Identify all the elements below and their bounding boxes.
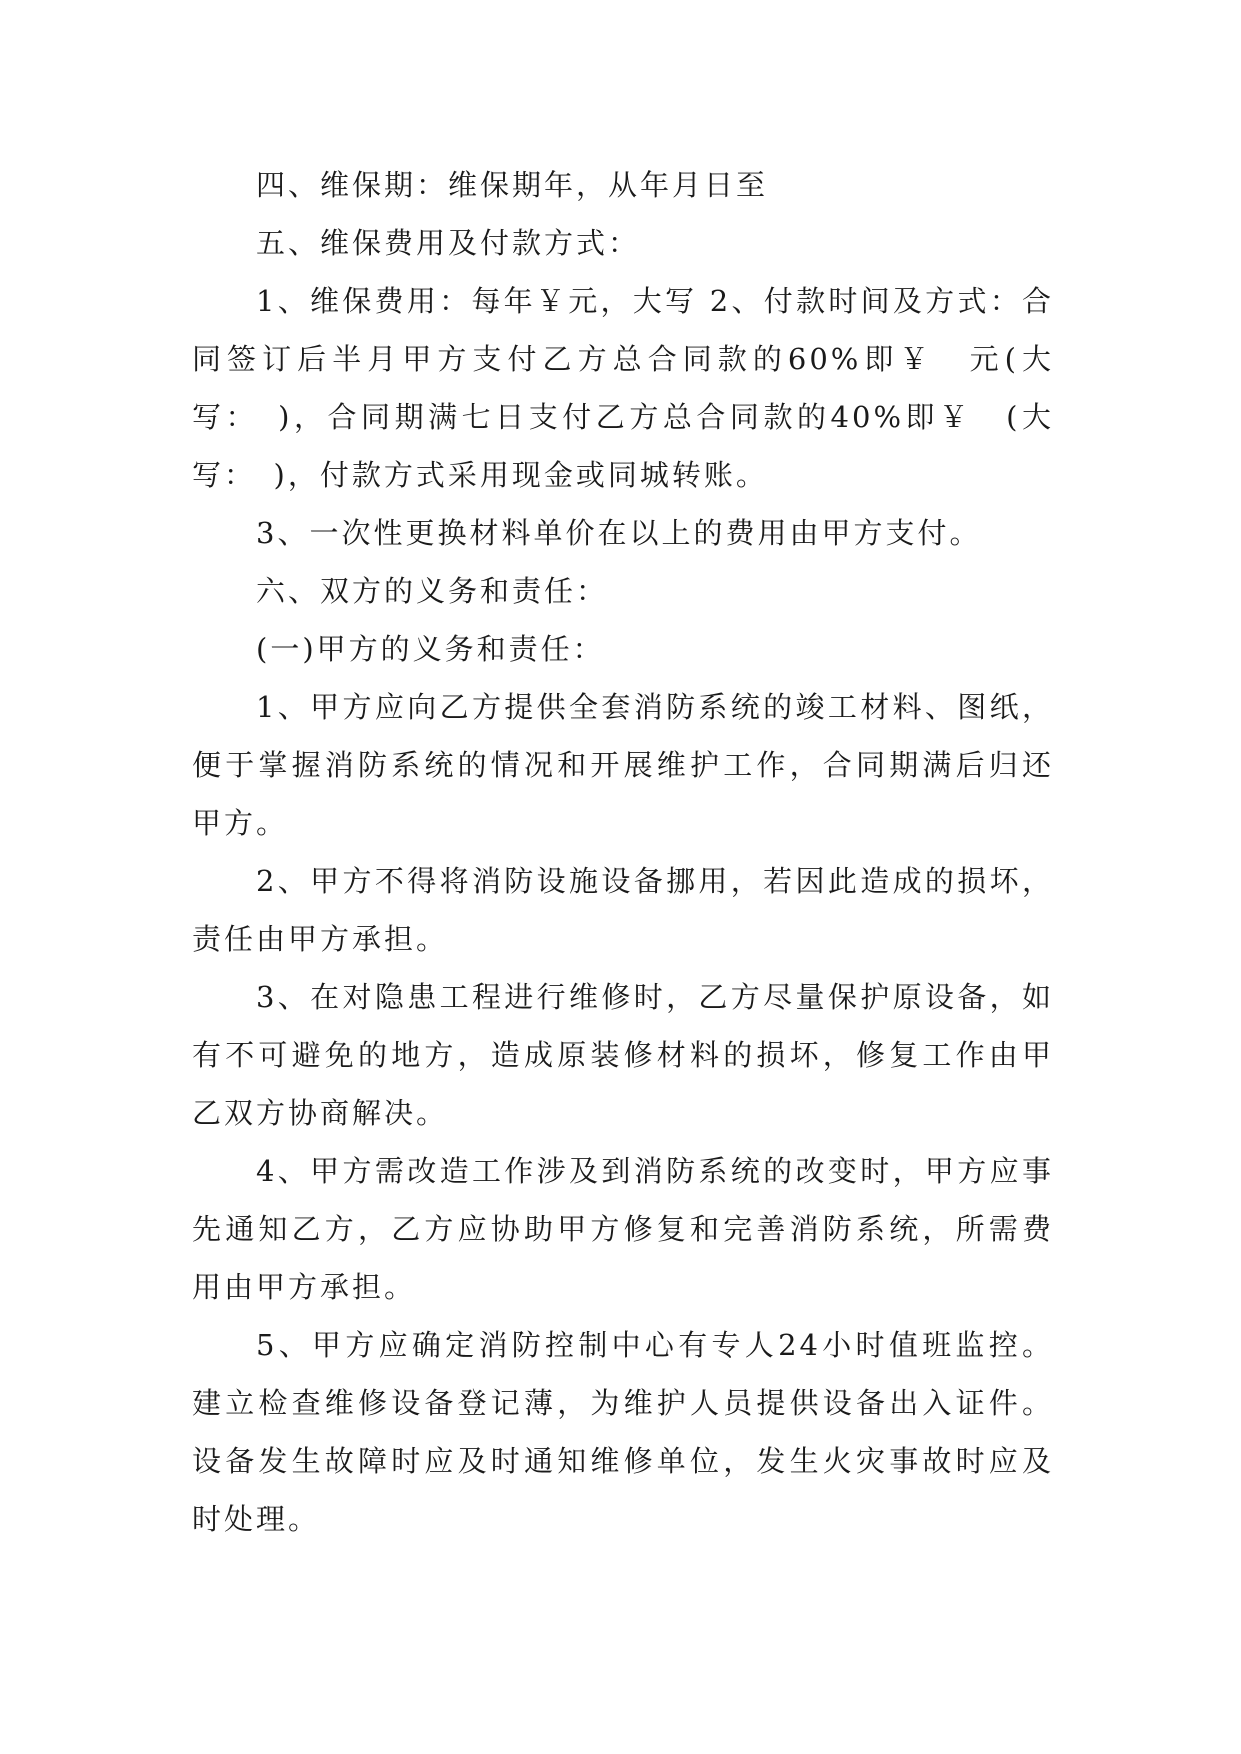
document-body [192, 156, 1054, 1548]
fee-payment-clause: 1、维保费用：每年￥元，大写 2、付款时间及方式：合同签订后半月甲方支付乙方总合同款的60%即￥ 元(大写： )，合同期满七日支付乙方总合同款的40%即￥ (大写： )，付款方式采用现金或同城转账。 [192, 284, 1054, 492]
section-six-heading: 六、双方的义务和责任： [256, 574, 609, 608]
material-cost-clause: 3、一次性更换材料单价在以上的费用由甲方支付。 [256, 516, 982, 550]
party-a-duty-3: 3、在对隐患工程进行维修时，乙方尽量保护原设备，如有不可避免的地方，造成原装修材料的损坏，修复工作由甲乙双方协商解决。 [192, 980, 1054, 1130]
section-four-maintenance-period: 四、维保期：维保期年，从年月日至 [256, 168, 769, 202]
party-a-duty-1: 1、甲方应向乙方提供全套消防系统的竣工材料、图纸，便于掌握消防系统的情况和开展维护工作，合同期满后归还甲方。 [192, 690, 1054, 840]
section-five-fees-heading: 五、维保费用及付款方式： [256, 226, 641, 260]
party-a-duty-5: 5、甲方应确定消防控制中心有专人24小时值班监控。建立检查维修设备登记薄，为维护人员提供设备出入证件。设备发生故障时应及时通知维修单位，发生火灾事故时应及时处理。 [192, 1328, 1054, 1536]
party-a-duty-4: 4、甲方需改造工作涉及到消防系统的改变时，甲方应事先通知乙方，乙方应协助甲方修复和完善消防系统，所需费用由甲方承担。 [192, 1154, 1054, 1304]
party-a-duty-2: 2、甲方不得将消防设施设备挪用，若因此造成的损坏，责任由甲方承担。 [192, 864, 1054, 956]
party-a-duties-heading: (一)甲方的义务和责任： [256, 632, 605, 666]
